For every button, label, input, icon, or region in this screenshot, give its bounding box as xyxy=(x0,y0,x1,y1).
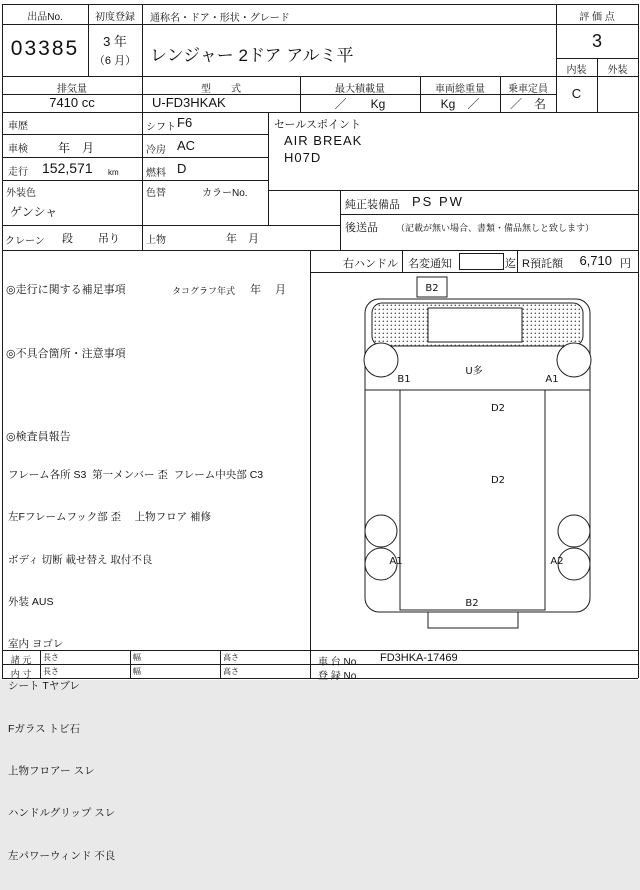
grid-line xyxy=(2,4,638,5)
sales-point-line: AIR BREAK xyxy=(284,133,363,148)
grid-line xyxy=(2,225,340,226)
name-change-box xyxy=(459,253,504,270)
grid-line xyxy=(142,4,143,250)
diagram-label-cab-center: U多 xyxy=(465,366,483,377)
front-right-wheel xyxy=(557,343,591,377)
diagram-label-bed-upper: D2 xyxy=(490,403,506,414)
vehicle-name-value: レンジャー 2ドア アルミ平 xyxy=(150,46,354,65)
gvw-label: 車両総重量 xyxy=(435,84,485,95)
diagram-label-front-left: B1 xyxy=(397,374,411,385)
shift-value: F6 xyxy=(177,115,193,130)
aircon-label: 冷房 xyxy=(146,145,166,156)
crane-hook-label: 吊り xyxy=(98,233,120,245)
interior-grade-value: C xyxy=(571,86,582,101)
cargo-bed xyxy=(400,390,545,610)
exterior-color-label: 外装色 xyxy=(6,188,36,199)
rear-left-wheel xyxy=(365,515,397,547)
mileage-label: 走行 xyxy=(8,167,28,178)
grid-line xyxy=(2,157,268,158)
defects-header: ◎不具合箇所・注意事項 xyxy=(6,348,126,360)
report-line: フレーム各所 S3 第一メンバー 歪 フレーム中央部 C3 xyxy=(8,469,264,481)
deposit-value: 6,710 xyxy=(579,253,612,268)
grid-line xyxy=(402,250,403,272)
diagram-label-rear-right: A2 xyxy=(550,556,564,567)
fuel-label: 燃料 xyxy=(146,168,166,179)
mileage-value: 152,571 xyxy=(42,160,93,176)
mileage-notes-header: ◎走行に関する補足事項 xyxy=(6,284,126,296)
color-no-label: カラーNo. xyxy=(202,188,248,199)
grid-line xyxy=(268,112,269,225)
registration-no-label: 登 録 No. xyxy=(318,671,360,682)
first-registration-year: 3 年 xyxy=(103,34,127,49)
capacity-value: ／ 名 xyxy=(509,97,546,111)
mileage-unit: km xyxy=(108,168,119,177)
fuel-value: D xyxy=(177,161,187,176)
payload-value: ／ Kg xyxy=(334,97,386,111)
crane-label: クレーン xyxy=(5,236,45,247)
chassis-no-label: 車 台 No. xyxy=(318,657,360,668)
height-label: 高さ xyxy=(223,667,239,676)
model-code-value: U-FD3HKAK xyxy=(152,95,226,110)
shift-label: シフト xyxy=(146,122,176,133)
grid-line xyxy=(517,250,518,272)
width-label: 幅 xyxy=(133,667,141,676)
tachograph-value: 年 月 xyxy=(250,284,287,296)
grid-line xyxy=(340,190,341,250)
genuine-equipment-value: PS PW xyxy=(412,194,464,209)
grid-line xyxy=(638,4,639,678)
lot-no-value: 03385 xyxy=(10,37,80,60)
later-items-note: （記載が無い場合、書類・備品無しと致します） xyxy=(396,223,595,233)
rear-right-wheel xyxy=(558,515,590,547)
handle-position-label: 右ハンドル xyxy=(343,258,398,270)
displacement-value: 7410 cc xyxy=(49,95,95,110)
upper-body-label: 上物 xyxy=(146,235,166,246)
report-line: Fガラス トビ石 xyxy=(8,722,81,735)
report-line: ハンドルグリップ スレ xyxy=(8,807,116,820)
exterior-label: 外装 xyxy=(607,65,628,76)
front-left-wheel xyxy=(364,343,398,377)
grid-line xyxy=(340,214,638,215)
history-label: 車歴 xyxy=(8,121,28,132)
rear-bumper-box xyxy=(428,612,518,628)
grid-line xyxy=(2,24,638,25)
report-line: シート Tヤブレ xyxy=(8,680,80,693)
width-label: 幅 xyxy=(133,653,141,662)
upper-body-value: 年 月 xyxy=(226,233,259,245)
later-items-label: 後送品 xyxy=(345,222,378,234)
report-line: 左Fフレームフック部 歪 上物フロア 補修 xyxy=(8,511,212,524)
first-registration-label: 初度登録 xyxy=(95,12,135,23)
length-label: 長さ xyxy=(43,653,59,662)
capacity-label: 乗車定員 xyxy=(508,84,548,95)
interior-label: 内装 xyxy=(566,65,587,76)
tachograph-label: タコグラフ年式 xyxy=(172,286,236,296)
diagram-label-rear-center: B2 xyxy=(465,598,479,609)
length-label: 長さ xyxy=(43,667,59,676)
grid-line xyxy=(2,180,268,181)
report-line: 外装 AUS xyxy=(8,595,54,608)
inspection-label: 車検 xyxy=(8,144,28,155)
sales-point-label: セールスポイント xyxy=(274,119,362,131)
lot-no-label: 出品No. xyxy=(27,12,63,23)
sales-point-line: H07D xyxy=(284,150,322,165)
displacement-label: 排気量 xyxy=(57,84,87,95)
grid-line xyxy=(2,112,638,113)
exterior-color-value: ゲンシャ xyxy=(10,205,58,219)
first-registration-month: （6 月） xyxy=(93,55,137,67)
grid-line xyxy=(2,134,268,135)
made-label: 迄 xyxy=(505,258,516,270)
crane-stage-label: 段 xyxy=(62,233,73,245)
inner-row-label: 内 寸 xyxy=(10,669,32,679)
diagram-label-front-right: A1 xyxy=(545,374,559,385)
genuine-equipment-label: 純正装備品 xyxy=(345,199,400,211)
deposit-unit: 円 xyxy=(620,258,631,270)
height-label: 高さ xyxy=(223,653,239,662)
chassis-no-value: FD3HKA-17469 xyxy=(380,652,458,664)
vehicle-name-header: 通称名・ドア・形状・グレード xyxy=(150,13,290,24)
inspection-value: 年 月 xyxy=(58,141,95,155)
spec-row-label: 諸 元 xyxy=(10,655,32,665)
cab-roof xyxy=(428,308,522,342)
name-change-label: 名変通知 xyxy=(408,258,452,270)
model-code-label: 型 式 xyxy=(201,84,241,95)
report-line: 室内 ヨゴレ xyxy=(8,638,64,651)
payload-label: 最大積載量 xyxy=(335,84,385,95)
grid-line xyxy=(268,190,638,191)
inspector-report-header: ◎検査員報告 xyxy=(6,431,71,443)
report-line: 上物フロアー スレ xyxy=(8,765,95,778)
diagram-label-front-bumper: B2 xyxy=(425,283,439,294)
grid-line xyxy=(2,250,638,251)
repaint-label: 色替 xyxy=(146,188,166,199)
deposit-label: R預託額 xyxy=(522,258,563,270)
grid-line xyxy=(2,76,638,77)
diagram-label-bed-lower: D2 xyxy=(490,475,506,486)
report-line: ボディ 切断 載せ替え 取付不良 xyxy=(8,553,153,566)
report-line: 左パワーウィンド 不良 xyxy=(8,849,116,862)
gvw-value: Kg ／ xyxy=(440,97,480,111)
score-label: 評 価 点 xyxy=(579,12,615,23)
vehicle-diagram xyxy=(310,272,638,650)
score-value: 3 xyxy=(591,31,602,51)
diagram-label-rear-left: A1 xyxy=(389,556,403,567)
aircon-value: AC xyxy=(177,138,196,153)
